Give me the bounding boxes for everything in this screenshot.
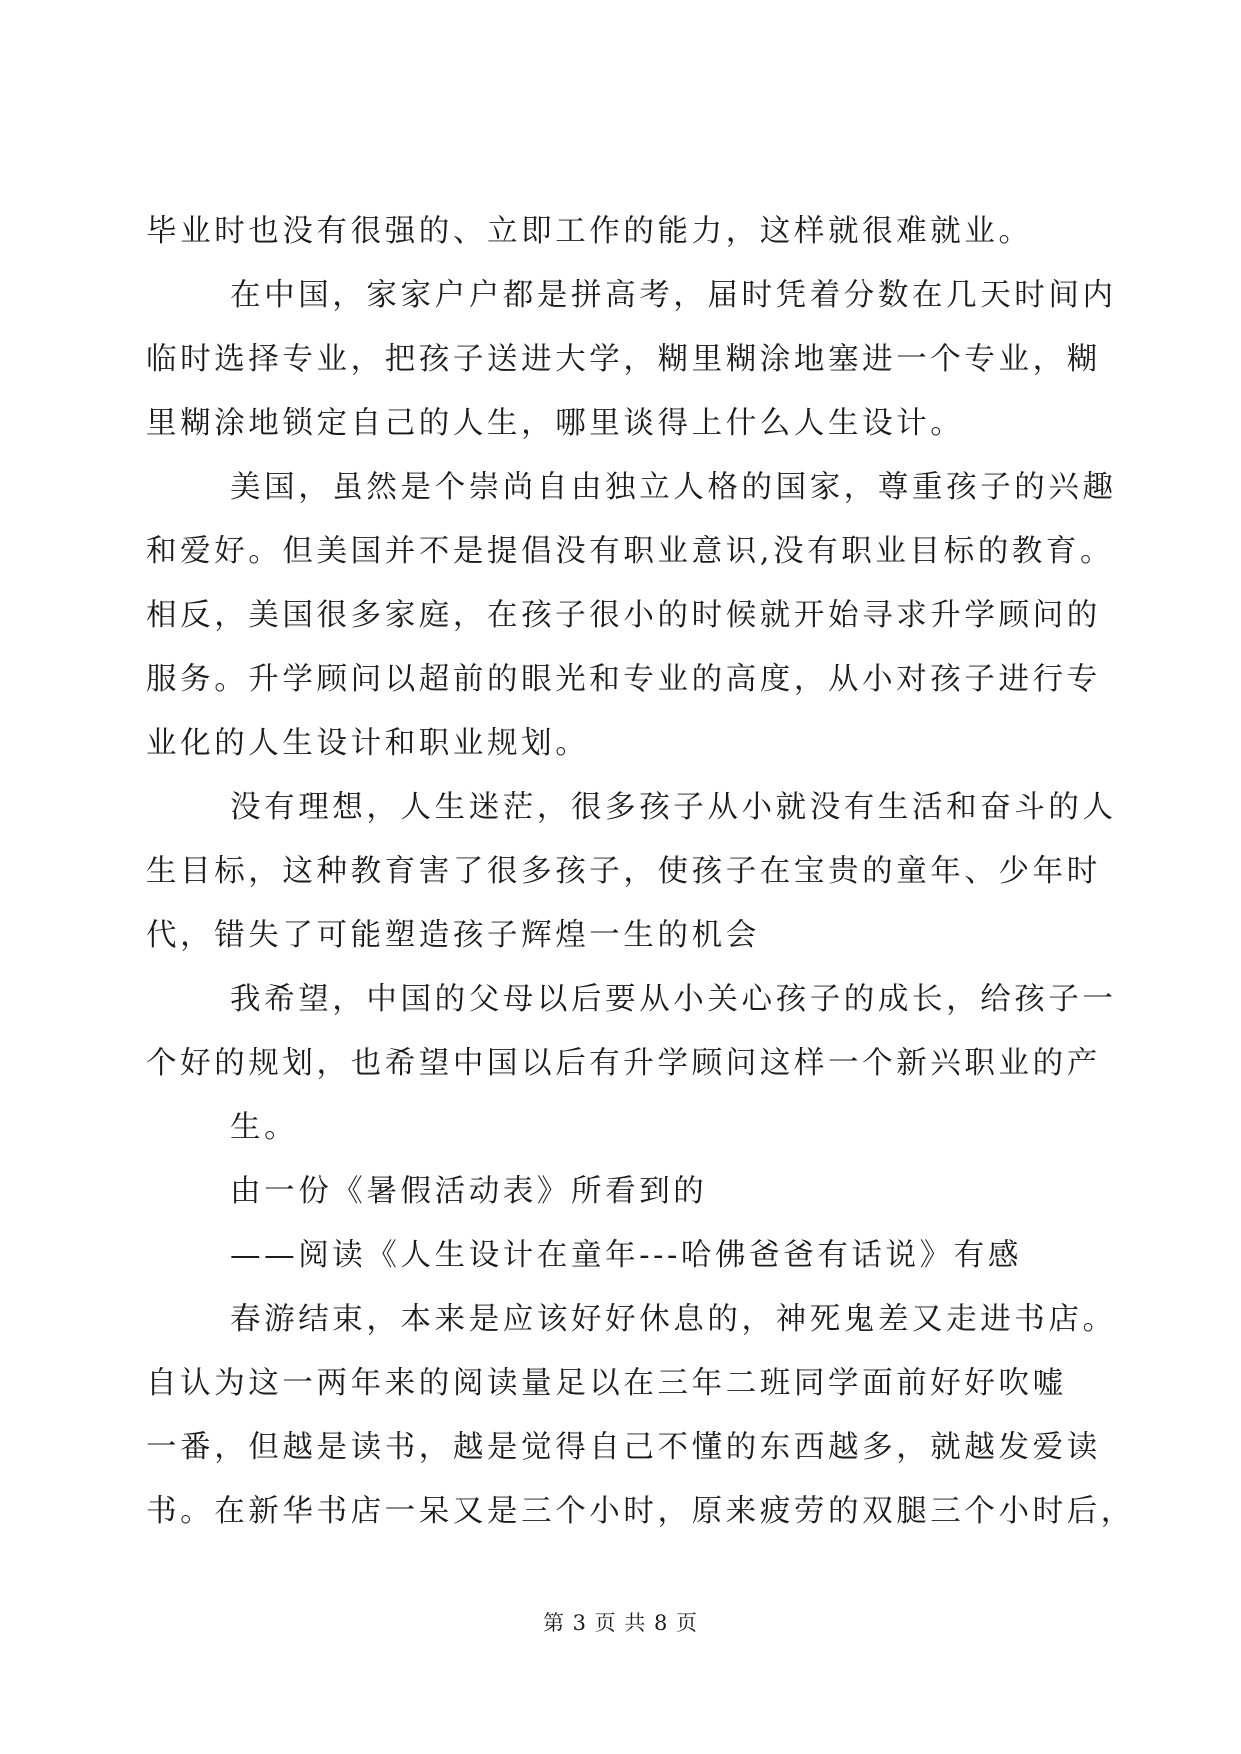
text-line: 生。	[230, 1110, 299, 1145]
text-line: 临时选择专业，把孩子送进大学，糊里糊涂地塞进一个专业，糊	[146, 342, 1101, 377]
text-line: 相反，美国很多家庭，在孩子很小的时候就开始寻求升学顾问的	[146, 598, 1101, 633]
text-line: 一番，但越是读书，越是觉得自己不懂的东西越多，就越发爱读	[146, 1430, 1101, 1465]
text-line: 里糊涂地锁定自己的人生，哪里谈得上什么人生设计。	[146, 406, 965, 441]
text-line: 自认为这一两年来的阅读量足以在三年二班同学面前好好吹嘘	[146, 1366, 1067, 1401]
text-line: 和爱好。但美国并不是提倡没有职业意识,没有职业目标的教育。	[146, 534, 1115, 569]
text-line: 春游结束，本来是应该好好休息的，神死鬼差又走进书店。	[230, 1302, 1117, 1337]
text-line: 代，错失了可能塑造孩子辉煌一生的机会	[146, 918, 760, 953]
text-line: 个好的规划，也希望中国以后有升学顾问这样一个新兴职业的产	[146, 1046, 1101, 1081]
text-line: 我希望，中国的父母以后要从小关心孩子的成长，给孩子一	[230, 982, 1117, 1017]
text-line: 生目标，这种教育害了很多孩子，使孩子在宝贵的童年、少年时	[146, 854, 1101, 889]
text-line: 业化的人生设计和职业规划。	[146, 726, 590, 761]
section-subtitle: ——阅读《人生设计在童年---哈佛爸爸有话说》有感	[230, 1238, 1022, 1273]
text-line: 服务。升学顾问以超前的眼光和专业的高度，从小对孩子进行专	[146, 662, 1101, 697]
text-line: 在中国，家家户户都是拼高考，届时凭着分数在几天时间内	[230, 278, 1117, 313]
text-line: 毕业时也没有很强的、立即工作的能力，这样就很难就业。	[146, 214, 1033, 249]
document-body	[146, 200, 1135, 1544]
text-line: 美国，虽然是个崇尚自由独立人格的国家，尊重孩子的兴趣	[230, 470, 1117, 505]
text-line: 书。在新华书店一呆又是三个小时，原来疲劳的双腿三个小时后，	[146, 1494, 1135, 1529]
section-title: 由一份《暑假活动表》所看到的	[230, 1174, 708, 1209]
text-line: 没有理想，人生迷茫，很多孩子从小就没有生活和奋斗的人	[230, 790, 1117, 825]
page-number-footer: 第 3 页 共 8 页	[542, 1611, 699, 1635]
